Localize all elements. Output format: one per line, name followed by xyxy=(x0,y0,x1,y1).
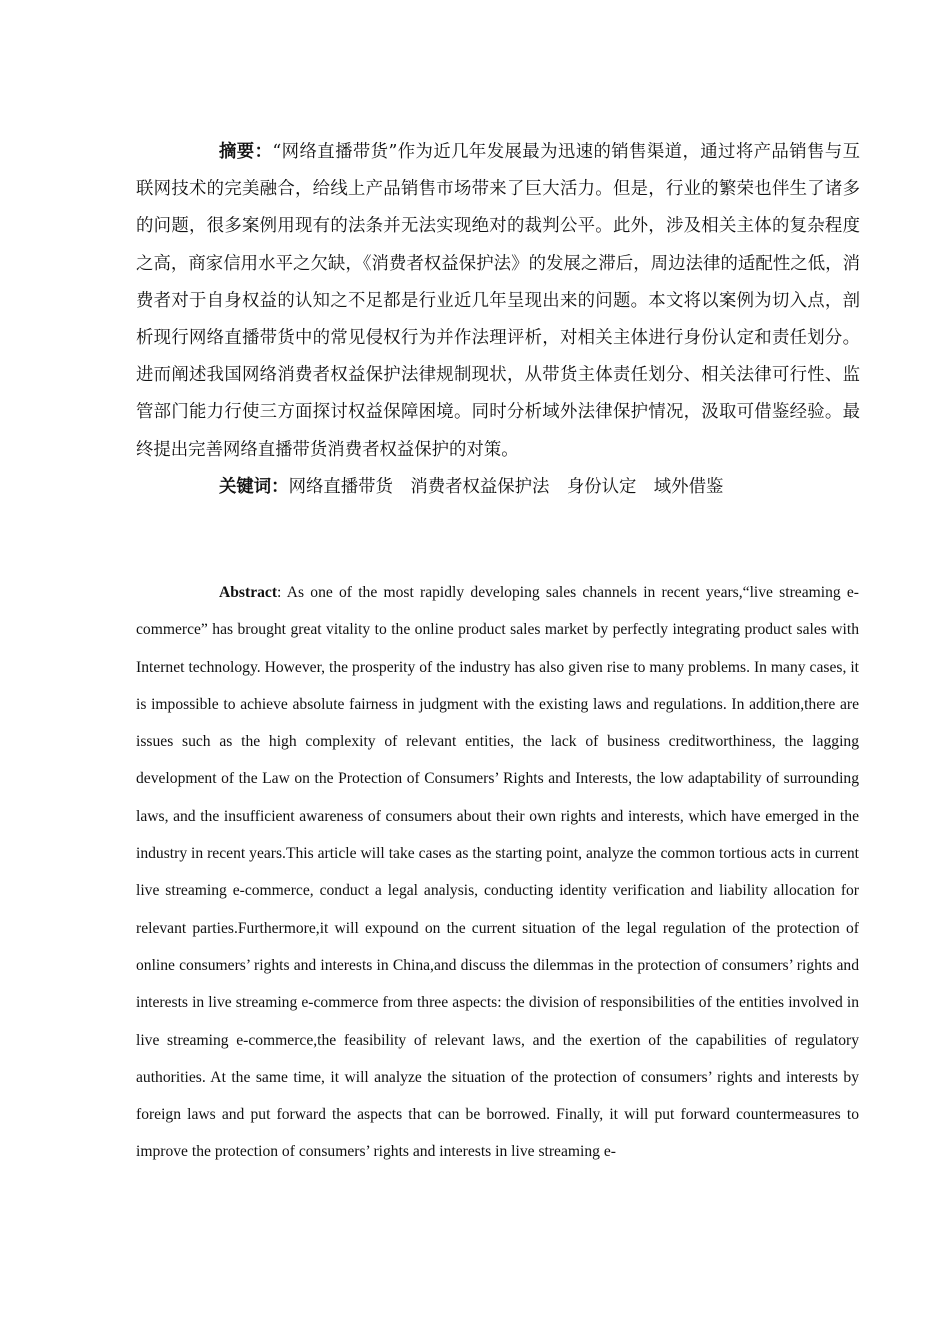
english-abstract-text: : As one of the most rapidly developing sales channels in recent years,“live streaming e-commerce” has brought great vitality to the online product sales market by perfectly integrating product sales with Internet technology. However, the prosperity of the industry has also given rise to many problems. In many cases, it is impossible to achieve absolute fairness in judgment with the existing laws and regulations. In addition,there are issues such as the high complexity of relevant entities, the lack of business creditworthiness, the lagging development of the Law on the Protection of Consumers’ Rights and Interests, the low adaptability of surrounding laws, and the insufficient awareness of consumers about their own rights and interests, which have emerged in the industry in recent years.This article will take cases as the starting point, analyze the common tortious acts in current live streaming e-commerce, conduct a legal analysis, conducting identity verification and liability allocation for relevant parties.Furthermore,it will expound on the current situation of the legal regulation of the protection of online consumers’ rights and interests in China,and discuss the dilemmas in the protection of consumers’ rights and interests in live streaming e-commerce from three aspects: the division of responsibilities of the entities involved in live streaming e-commerce,the feasibility of relevant laws, and the exertion of the capabilities of regulatory authorities. At the same time, it will analyze the situation of the protection of consumers’ rights and interests by foreign laws and put forward the aspects that can be borrowed. Finally, it will put forward countermeasures to improve the protection of consumers’ rights and interests in live streaming e- xyxy=(136,584,859,1161)
chinese-abstract-paragraph xyxy=(136,134,860,469)
chinese-keywords-label: 关键词： xyxy=(219,476,289,497)
chinese-abstract-text: “网络直播带货”作为近几年发展最为迅速的销售渠道，通过将产品销售与互联网技术的完美融合，给线上产品销售市场带来了巨大活力。但是，行业的繁荣也伴生了诸多的问题，很多案例用现有的法条并无法实现绝对的裁判公平。此外，涉及相关主体的复杂程度之高，商家信用水平之欠缺，《消费者权益保护法》的发展之滞后，周边法律的适配性之低，消费者对于自身权益的认知之不足都是行业近几年呈现出来的问题。本文将以案例为切入点，剖析现行网络直播带货中的常见侵权行为并作法理评析，对相关主体进行身份认定和责任划分。进而阐述我国网络消费者权益保护法律规制现状，从带货主体责任划分、相关法律可行性、监管部门能力行使三方面探讨权益保障困境。同时分析域外法律保护情况，汲取可借鉴经验。最终提出完善网络直播带货消费者权益保护的对策。 xyxy=(136,142,860,460)
english-abstract-paragraph xyxy=(136,574,859,1171)
english-abstract-section xyxy=(136,574,859,1171)
chinese-abstract-section xyxy=(136,134,860,506)
chinese-abstract-label: 摘要： xyxy=(219,142,273,162)
english-abstract-label: Abstract xyxy=(219,584,278,601)
chinese-keywords-line xyxy=(136,469,860,506)
chinese-keywords-text: 网络直播带货 消费者权益保护法 身份认定 域外借鉴 xyxy=(288,476,724,497)
